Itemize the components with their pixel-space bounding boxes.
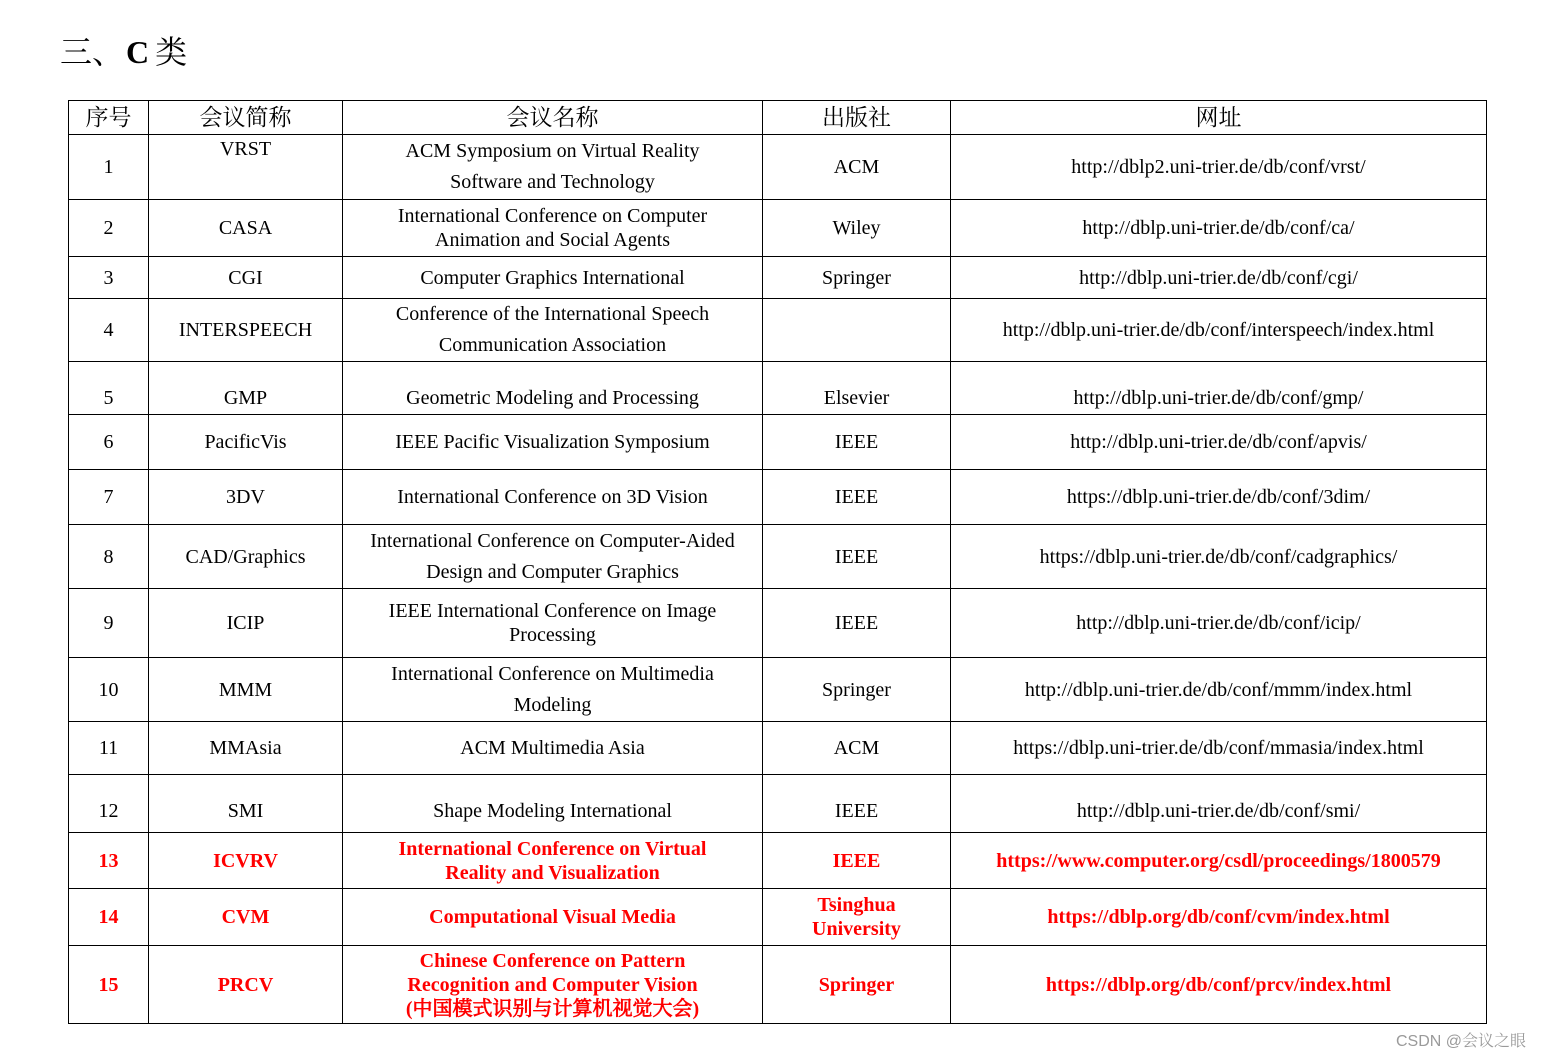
table-row xyxy=(69,362,1487,415)
cell-publisher: IEEE xyxy=(763,589,951,658)
cell-no: 15 xyxy=(69,946,149,1024)
cell-url: http://dblp.uni-trier.de/db/conf/interspeech/index.html xyxy=(951,299,1487,362)
table-row xyxy=(69,833,1487,889)
cell-url: http://dblp2.uni-trier.de/db/conf/vrst/ xyxy=(951,135,1487,200)
cell-url: http://dblp.uni-trier.de/db/conf/gmp/ xyxy=(951,362,1487,415)
table-row xyxy=(69,135,1487,200)
conference-table xyxy=(68,100,1487,1024)
cell-name: Shape Modeling International xyxy=(343,775,763,833)
cell-url: https://dblp.uni-trier.de/db/conf/cadgraphics/ xyxy=(951,525,1487,589)
cell-abbr: CAD/Graphics xyxy=(149,525,343,589)
table-row xyxy=(69,470,1487,525)
cell-abbr: ICIP xyxy=(149,589,343,658)
cell-name: Computational Visual Media xyxy=(343,889,763,946)
cell-publisher: IEEE xyxy=(763,525,951,589)
cell-publisher: IEEE xyxy=(763,415,951,470)
cell-no: 14 xyxy=(69,889,149,946)
cell-no: 12 xyxy=(69,775,149,833)
heading-number: 三、 xyxy=(60,34,125,70)
cell-abbr: CGI xyxy=(149,257,343,299)
cell-abbr: VRST xyxy=(149,135,343,200)
cell-name: International Conference on Virtual Reality and Visualization xyxy=(343,833,763,889)
header-publisher: 出版社 xyxy=(763,101,951,135)
table-row xyxy=(69,415,1487,470)
cell-publisher: IEEE xyxy=(763,833,951,889)
cell-name: International Conference on Computer Animation and Social Agents xyxy=(343,200,763,257)
cell-publisher xyxy=(763,299,951,362)
table-row xyxy=(69,946,1487,1024)
cell-publisher: ACM xyxy=(763,722,951,775)
cell-url: https://dblp.org/db/conf/prcv/index.html xyxy=(951,946,1487,1024)
cell-publisher: IEEE xyxy=(763,470,951,525)
cell-abbr: SMI xyxy=(149,775,343,833)
table-row xyxy=(69,525,1487,589)
cell-name: International Conference on Multimedia Modeling xyxy=(343,658,763,722)
cell-publisher: Springer xyxy=(763,257,951,299)
cell-no: 4 xyxy=(69,299,149,362)
cell-abbr: INTERSPEECH xyxy=(149,299,343,362)
heading-category: C xyxy=(126,34,150,70)
section-heading xyxy=(60,30,187,74)
cell-url: https://dblp.org/db/conf/cvm/index.html xyxy=(951,889,1487,946)
table-body xyxy=(69,135,1487,1024)
cell-name: International Conference on 3D Vision xyxy=(343,470,763,525)
cell-no: 6 xyxy=(69,415,149,470)
cell-url: https://www.computer.org/csdl/proceedings/1800579 xyxy=(951,833,1487,889)
table-row xyxy=(69,299,1487,362)
cell-abbr: MMM xyxy=(149,658,343,722)
heading-suffix: 类 xyxy=(155,34,188,70)
table-row xyxy=(69,200,1487,257)
table-row xyxy=(69,775,1487,833)
cell-no: 10 xyxy=(69,658,149,722)
cell-no: 2 xyxy=(69,200,149,257)
cell-abbr: MMAsia xyxy=(149,722,343,775)
cell-publisher: Wiley xyxy=(763,200,951,257)
header-no: 序号 xyxy=(69,101,149,135)
cell-url: https://dblp.uni-trier.de/db/conf/mmasia/index.html xyxy=(951,722,1487,775)
cell-abbr: CVM xyxy=(149,889,343,946)
watermark: CSDN @会议之眼 xyxy=(1395,1033,1526,1050)
cell-url: http://dblp.uni-trier.de/db/conf/cgi/ xyxy=(951,257,1487,299)
cell-no: 5 xyxy=(69,362,149,415)
table-row xyxy=(69,889,1487,946)
header-abbr: 会议简称 xyxy=(149,101,343,135)
cell-name: IEEE International Conference on Image Processing xyxy=(343,589,763,658)
cell-abbr: PRCV xyxy=(149,946,343,1024)
cell-abbr: PacificVis xyxy=(149,415,343,470)
cell-abbr: ICVRV xyxy=(149,833,343,889)
cell-url: http://dblp.uni-trier.de/db/conf/mmm/index.html xyxy=(951,658,1487,722)
table-row xyxy=(69,589,1487,658)
header-row xyxy=(69,101,1487,135)
table-header xyxy=(69,101,1487,135)
cell-abbr: 3DV xyxy=(149,470,343,525)
cell-no: 8 xyxy=(69,525,149,589)
cell-name: Chinese Conference on Pattern Recognition and Computer Vision (中国模式识别与计算机视觉大会) xyxy=(343,946,763,1024)
cell-name: ACM Symposium on Virtual Reality Software and Technology xyxy=(343,135,763,200)
cell-publisher: Springer xyxy=(763,658,951,722)
table-row xyxy=(69,722,1487,775)
cell-url: http://dblp.uni-trier.de/db/conf/apvis/ xyxy=(951,415,1487,470)
cell-no: 9 xyxy=(69,589,149,658)
cell-abbr: CASA xyxy=(149,200,343,257)
cell-publisher: ACM xyxy=(763,135,951,200)
cell-url: https://dblp.uni-trier.de/db/conf/3dim/ xyxy=(951,470,1487,525)
header-url: 网址 xyxy=(951,101,1487,135)
cell-publisher: IEEE xyxy=(763,775,951,833)
cell-url: http://dblp.uni-trier.de/db/conf/icip/ xyxy=(951,589,1487,658)
cell-no: 7 xyxy=(69,470,149,525)
table-row xyxy=(69,658,1487,722)
cell-abbr: GMP xyxy=(149,362,343,415)
cell-name: IEEE Pacific Visualization Symposium xyxy=(343,415,763,470)
cell-name: ACM Multimedia Asia xyxy=(343,722,763,775)
cell-name: Geometric Modeling and Processing xyxy=(343,362,763,415)
table-row xyxy=(69,257,1487,299)
cell-no: 11 xyxy=(69,722,149,775)
cell-publisher: Springer xyxy=(763,946,951,1024)
header-name: 会议名称 xyxy=(343,101,763,135)
cell-publisher: Tsinghua University xyxy=(763,889,951,946)
cell-name: Computer Graphics International xyxy=(343,257,763,299)
cell-publisher: Elsevier xyxy=(763,362,951,415)
cell-no: 3 xyxy=(69,257,149,299)
cell-url: http://dblp.uni-trier.de/db/conf/smi/ xyxy=(951,775,1487,833)
cell-no: 13 xyxy=(69,833,149,889)
cell-no: 1 xyxy=(69,135,149,200)
cell-url: http://dblp.uni-trier.de/db/conf/ca/ xyxy=(951,200,1487,257)
cell-name: Conference of the International Speech Communication Association xyxy=(343,299,763,362)
cell-name: International Conference on Computer-Aided Design and Computer Graphics xyxy=(343,525,763,589)
